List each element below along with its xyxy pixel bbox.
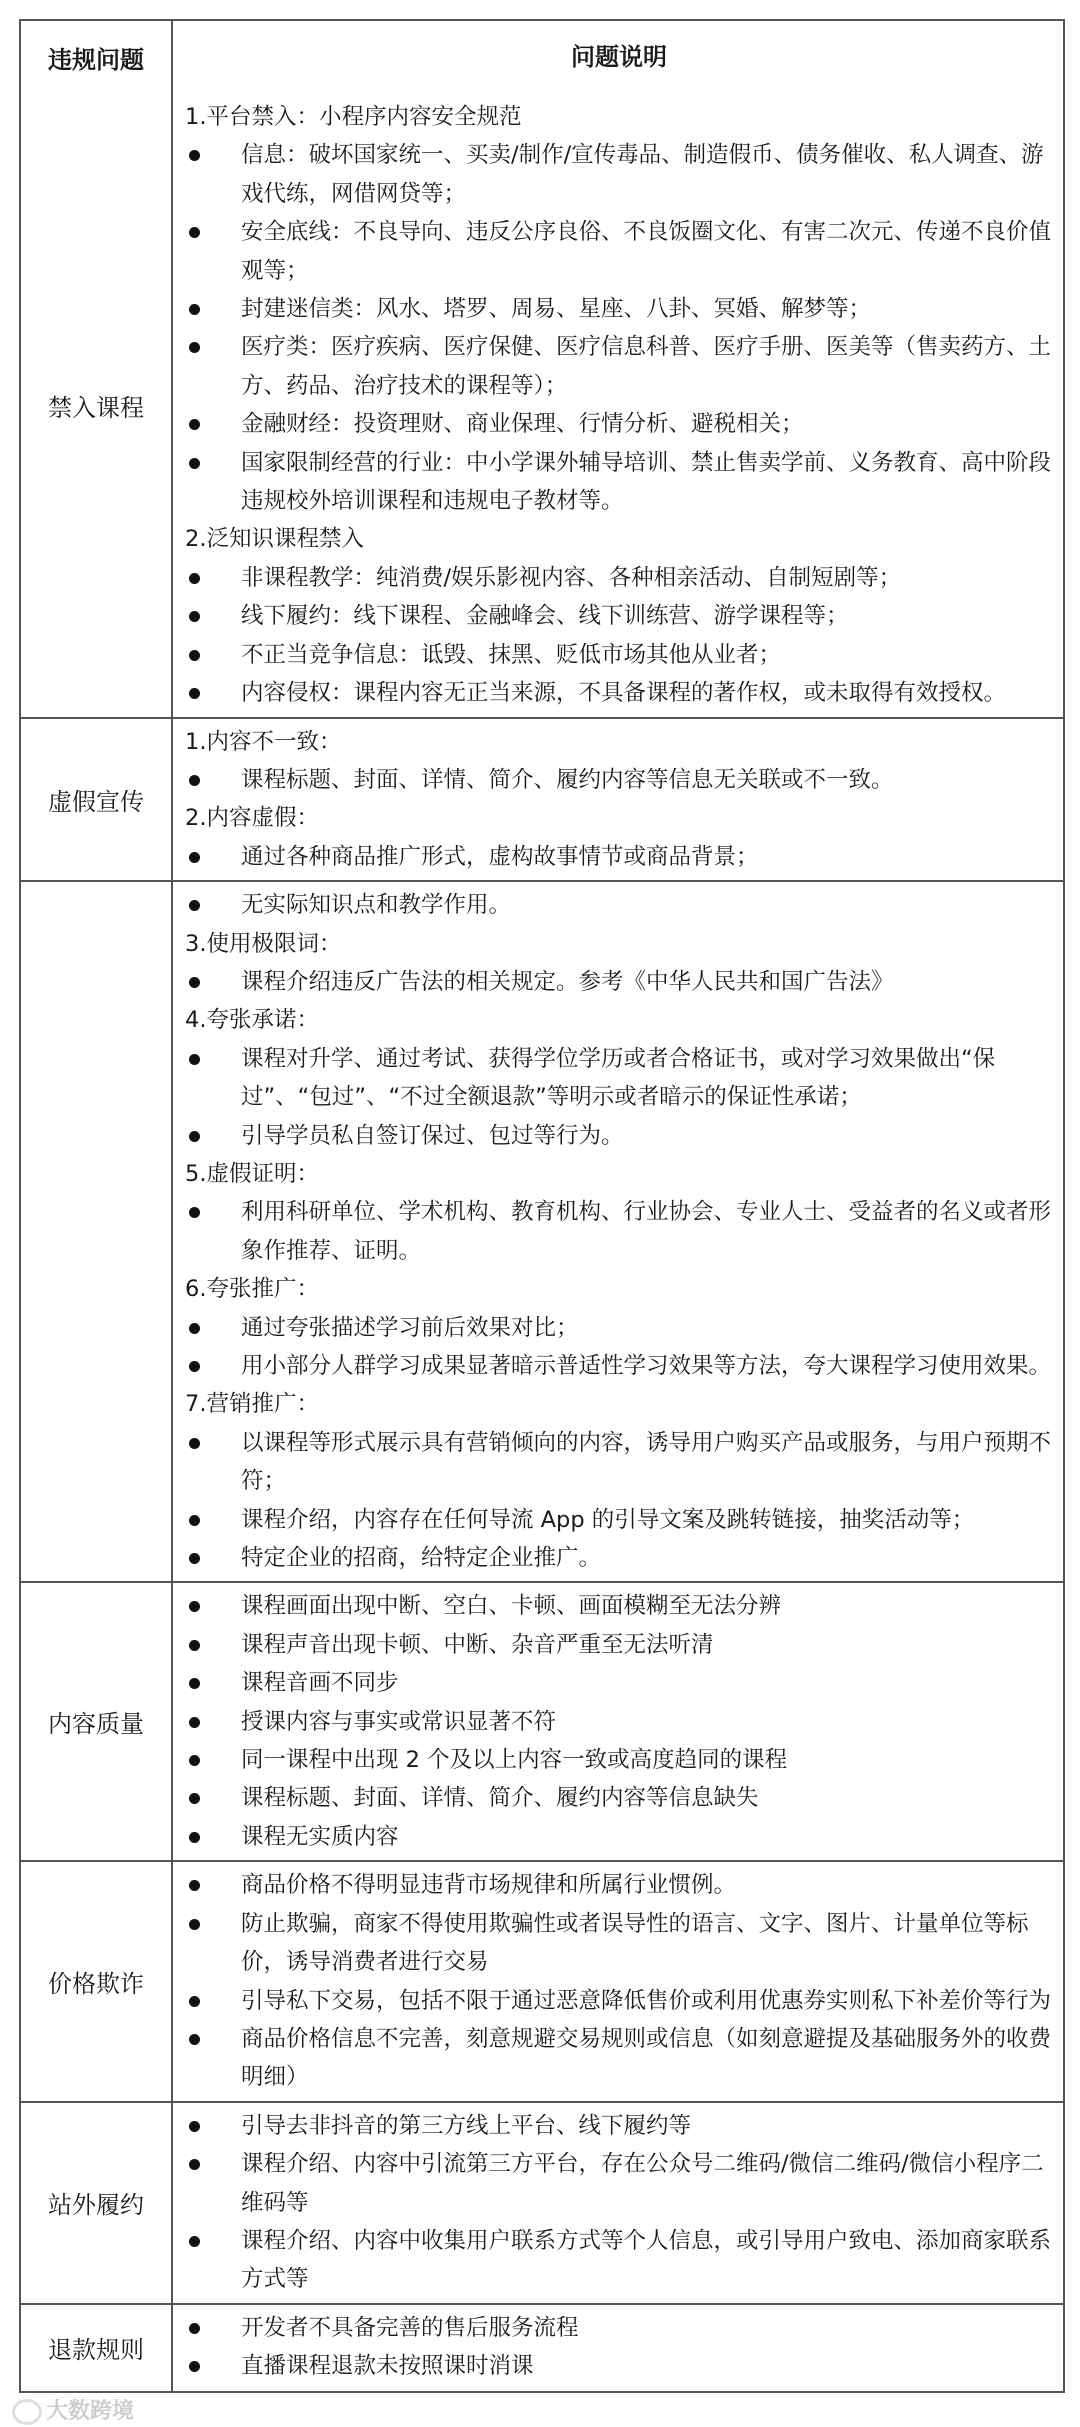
item-text: 商品价格信息不完善，刻意规避交易规则或信息（如刻意避提及基础服务外的收费明细）: [241, 2025, 1052, 2091]
watermark: [12, 2397, 1080, 2427]
bullet-icon: [189, 1717, 200, 1728]
item-text: 引导私下交易，包括不限于通过恶意降低售价或利用优惠券实则私下补差价等行为: [241, 1987, 1052, 2014]
bullet-item: [185, 1982, 1053, 2020]
bullet-icon: [189, 150, 200, 161]
bullet-icon: [189, 2323, 200, 2334]
item-text: 3.使用极限词：: [185, 930, 342, 957]
section-heading: [185, 520, 1053, 558]
row-description: [173, 1583, 1063, 1860]
bullet-icon: [189, 900, 200, 911]
bullet-item: [185, 1741, 1053, 1779]
item-text: 防止欺骗，商家不得使用欺骗性或者误导性的语言、文字、图片、计量单位等标价，诱导消费者进行交易: [241, 1910, 1029, 1976]
bullet-item: [185, 328, 1053, 405]
item-text: 引导去非抖音的第三方线上平台、线下履约等: [241, 2112, 692, 2139]
bullet-item: [185, 2107, 1053, 2145]
bullet-icon: [189, 775, 200, 786]
bullet-icon: [189, 1880, 200, 1891]
bullet-icon: [189, 611, 200, 622]
table-row: [21, 94, 1063, 717]
bullet-icon: [189, 1793, 200, 1804]
item-text: 课程介绍，内容存在任何导流 App 的引导文案及跳转链接，抽奖活动等；: [241, 1506, 975, 1533]
table-row: [21, 2101, 1063, 2303]
bullet-item: [185, 2347, 1053, 2385]
row-category: 站外履约: [21, 2103, 173, 2303]
bullet-icon: [189, 1678, 200, 1689]
item-text: 非课程教学：纯消费/娱乐影视内容、各种相亲活动、自制短剧等；: [241, 564, 902, 591]
bullet-item: [185, 2145, 1053, 2222]
bullet-icon: [189, 342, 200, 353]
item-text: 商品价格不得明显违背市场规律和所属行业惯例。: [241, 1872, 737, 1899]
section-heading: [185, 799, 1053, 837]
bullet-item: [185, 2222, 1053, 2299]
section-heading: [185, 98, 1053, 136]
item-text: 授课内容与事实或常识显著不符: [241, 1708, 557, 1735]
item-text: 医疗类：医疗疾病、医疗保健、医疗信息科普、医疗手册、医美等（售卖药方、土方、药品、治疗技术的课程等）；: [241, 334, 1052, 399]
bullet-icon: [189, 1438, 200, 1449]
row-description: [173, 2305, 1063, 2391]
bullet-item: [185, 1501, 1053, 1539]
row-category: 虚假宣传: [21, 719, 173, 881]
item-text: 课程介绍、内容中引流第三方平台，存在公众号二维码/微信二维码/微信小程序二维码等: [241, 2151, 1044, 2216]
bullet-item: [185, 1587, 1053, 1625]
bullet-item: [185, 290, 1053, 328]
item-text: 直播课程退款未按照课时消课: [241, 2353, 534, 2380]
bullet-icon: [189, 1996, 200, 2007]
bullet-item: [185, 1905, 1053, 1982]
watermark-logo-icon: [12, 2399, 42, 2425]
row-description: [173, 94, 1063, 717]
bullet-icon: [189, 1640, 200, 1651]
row-description: [173, 882, 1063, 1581]
section-heading: [185, 1001, 1053, 1039]
bullet-item: [185, 1626, 1053, 1664]
bullet-icon: [189, 458, 200, 469]
bullet-item: [185, 1040, 1053, 1117]
row-category: 禁入课程: [21, 94, 173, 717]
bullet-icon: [189, 688, 200, 699]
bullet-item: [185, 213, 1053, 290]
bullet-icon: [189, 1323, 200, 1334]
bullet-icon: [189, 1601, 200, 1612]
row-description: [173, 719, 1063, 881]
bullet-item: [185, 1866, 1053, 1904]
bullet-item: [185, 559, 1053, 597]
item-text: 5.虚假证明：: [185, 1160, 319, 1187]
item-text: 安全底线：不良导向、违反公序良俗、不良饭圈文化、有害二次元、传递不良价值观等；: [241, 219, 1052, 284]
bullet-item: [185, 1703, 1053, 1741]
bullet-icon: [189, 2361, 200, 2372]
bullet-icon: [189, 650, 200, 661]
row-category: 价格欺诈: [21, 1862, 173, 2100]
bullet-item: [185, 1779, 1053, 1817]
table-body: [21, 94, 1063, 2391]
item-text: 金融财经：投资理财、商业保理、行情分析、避税相关；: [241, 411, 804, 438]
item-text: 1.内容不一致：: [185, 728, 342, 755]
item-text: 课程介绍、内容中收集用户联系方式等个人信息，或引导用户致电、添加商家联系方式等: [241, 2227, 1052, 2293]
item-text: 2.泛知识课程禁入: [185, 526, 364, 553]
bullet-icon: [189, 573, 200, 584]
item-text: 6.夸张推广：: [185, 1276, 319, 1303]
section-heading: [185, 1155, 1053, 1193]
row-category: 退款规则: [21, 2305, 173, 2391]
watermark-text: 大数跨境: [46, 2398, 135, 2424]
row-description: [173, 1862, 1063, 2100]
bullet-icon: [189, 1054, 200, 1065]
bullet-item: [185, 405, 1053, 443]
bullet-icon: [189, 1515, 200, 1526]
bullet-item: [185, 886, 1053, 924]
bullet-icon: [189, 2236, 200, 2247]
bullet-item: [185, 1309, 1053, 1347]
section-heading: [185, 1385, 1053, 1423]
item-text: 同一课程中出现 2 个及以上内容一致或高度趋同的课程: [241, 1747, 788, 1774]
violation-table: [19, 19, 1065, 2393]
bullet-icon: [189, 977, 200, 988]
item-text: 引导学员私自签订保过、包过等行为。: [241, 1122, 624, 1149]
header-violation-issue: 违规问题: [21, 21, 173, 94]
bullet-item: [185, 1539, 1053, 1577]
item-text: 封建迷信类：风水、塔罗、周易、星座、八卦、冥婚、解梦等；: [241, 296, 872, 323]
bullet-icon: [189, 1919, 200, 1930]
item-text: 1.平台禁入：小程序内容安全规范: [185, 104, 522, 130]
bullet-item: [185, 2309, 1053, 2347]
bullet-item: [185, 1424, 1053, 1501]
row-category: 内容质量: [21, 1583, 173, 1860]
bullet-icon: [189, 1755, 200, 1766]
section-heading: [185, 925, 1053, 963]
bullet-icon: [189, 852, 200, 863]
item-text: 课程画面出现中断、空白、卡顿、画面模糊至无法分辨: [241, 1593, 782, 1620]
item-text: 课程对升学、通过考试、获得学位学历或者合格证书，或对学习效果做出“保过”、“包过”、“不过全额退款”等明示或者暗示的保证性承诺；: [241, 1045, 996, 1111]
bullet-item: [185, 1347, 1053, 1385]
item-text: 课程音画不同步: [241, 1670, 399, 1697]
row-description: [173, 2103, 1063, 2303]
item-text: 7.营销推广：: [185, 1391, 319, 1418]
bullet-item: [185, 444, 1053, 521]
bullet-icon: [189, 1553, 200, 1564]
bullet-item: [185, 2020, 1053, 2097]
section-heading: [185, 723, 1053, 761]
item-text: 以课程等形式展示具有营销倾向的内容，诱导用户购买产品或服务，与用户预期不符；: [241, 1429, 1052, 1495]
item-text: 线下履约：线下课程、金融峰会、线下训练营、游学课程等；: [241, 603, 849, 630]
item-text: 课程介绍违反广告法的相关规定。参考《中华人民共和国广告法》: [241, 968, 894, 995]
item-text: 课程无实质内容: [241, 1823, 399, 1850]
bullet-icon: [189, 1131, 200, 1142]
bullet-icon: [189, 1207, 200, 1218]
bullet-icon: [189, 2159, 200, 2170]
item-text: 课程标题、封面、详情、简介、履约内容等信息无关联或不一致。: [241, 766, 894, 793]
item-text: 信息：破坏国家统一、买卖/制作/宣传毒品、制造假币、债务催收、私人调查、游戏代练，网借网贷等；: [241, 142, 1044, 207]
bullet-item: [185, 838, 1053, 876]
bullet-item: [185, 1117, 1053, 1155]
bullet-item: [185, 674, 1053, 712]
item-text: 内容侵权：课程内容无正当来源，不具备课程的著作权，或未取得有效授权。: [241, 680, 1007, 707]
item-text: 无实际知识点和教学作用。: [241, 892, 512, 919]
bullet-icon: [189, 1832, 200, 1843]
item-text: 课程标题、封面、详情、简介、履约内容等信息缺失: [241, 1785, 759, 1812]
header-issue-description: 问题说明: [571, 43, 667, 72]
bullet-item: [185, 1664, 1053, 1702]
bullet-item: [185, 136, 1053, 213]
row-category: [21, 882, 173, 1581]
item-text: 课程声音出现卡顿、中断、杂音严重至无法听清: [241, 1631, 714, 1658]
item-text: 用小部分人群学习成果显著暗示普适性学习效果等方法，夸大课程学习使用效果。: [241, 1353, 1052, 1379]
bullet-icon: [189, 2121, 200, 2132]
bullet-icon: [189, 1361, 200, 1372]
item-text: 2.内容虚假：: [185, 805, 319, 832]
item-text: 不正当竞争信息：诋毁、抹黑、贬低市场其他从业者；: [241, 641, 782, 668]
bullet-item: [185, 963, 1053, 1001]
bullet-item: [185, 597, 1053, 635]
table-row: [21, 2303, 1063, 2391]
bullet-item: [185, 1193, 1053, 1270]
table-row: [21, 717, 1063, 881]
table-row: [21, 1860, 1063, 2100]
item-text: 开发者不具备完善的售后服务流程: [241, 2314, 579, 2341]
bullet-icon: [189, 227, 200, 238]
item-text: 利用科研单位、学术机构、教育机构、行业协会、专业人士、受益者的名义或者形象作推荐、证明。: [241, 1199, 1052, 1264]
bullet-item: [185, 761, 1053, 799]
item-text: 通过夸张描述学习前后效果对比；: [241, 1314, 579, 1341]
bullet-icon: [189, 2034, 200, 2045]
bullet-icon: [189, 419, 200, 430]
table-row: [21, 880, 1063, 1581]
bullet-item: [185, 1818, 1053, 1856]
bullet-icon: [189, 304, 200, 315]
table-header: [21, 21, 1063, 94]
bullet-item: [185, 636, 1053, 674]
item-text: 通过各种商品推广形式，虚构故事情节或商品背景；: [241, 843, 759, 870]
item-text: 特定企业的招商，给特定企业推广。: [241, 1545, 602, 1572]
table-row: [21, 1581, 1063, 1860]
item-text: 4.夸张承诺：: [185, 1007, 319, 1034]
item-text: 国家限制经营的行业：中小学课外辅导培训、禁止售卖学前、义务教育、高中阶段违规校外培训课程和违规电子教材等。: [241, 449, 1052, 515]
section-heading: [185, 1270, 1053, 1308]
